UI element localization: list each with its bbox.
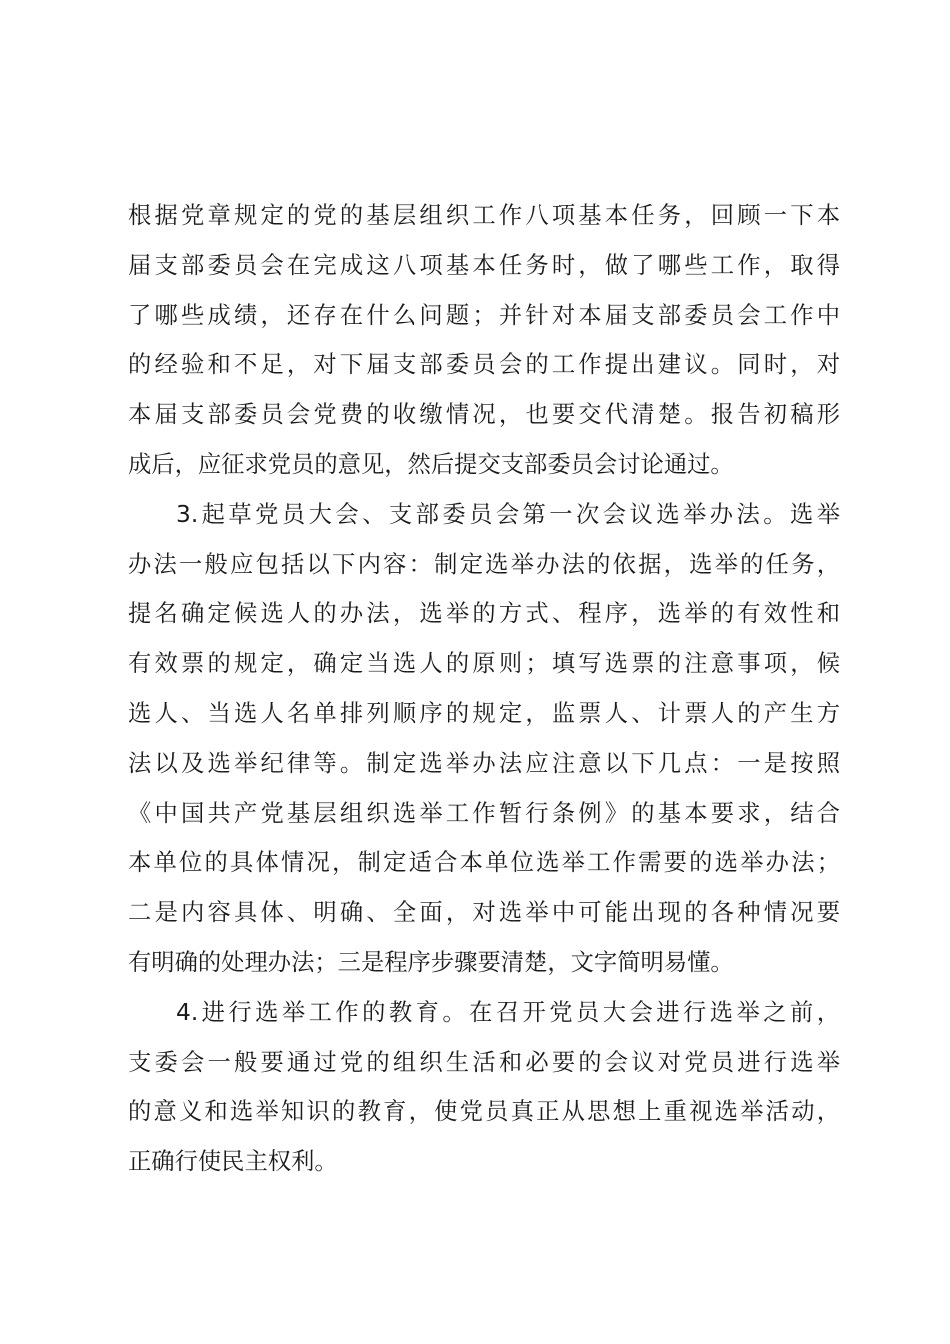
text-line: 的意义和选举知识的教育，使党员真正从思想上重视选举活动，	[128, 1098, 840, 1126]
text-line: 有效票的规定，确定当选人的原则；填写选票的注意事项，候	[128, 650, 840, 678]
text-line: 了哪些成绩，还存在什么问题；并针对本届支部委员会工作中	[128, 301, 840, 329]
text-line: 支委会一般要通过党的组织生活和必要的会议对党员进行选举	[128, 1048, 840, 1076]
text-line: 根据党章规定的党的基层组织工作八项基本任务，回顾一下本	[128, 202, 840, 229]
paragraph-3	[128, 988, 840, 1187]
paragraph-1	[128, 191, 840, 490]
text-line: 3.起草党员大会、支部委员会第一次会议选举办法。选举	[176, 500, 840, 528]
paragraph-2	[128, 490, 840, 988]
text-line: 本届支部委员会党费的收缴情况，也要交代清楚。报告初稿形	[128, 401, 840, 429]
text-line: 提名确定候选人的办法，选举的方式、程序，选举的有效性和	[128, 600, 840, 628]
text-line: 成后，应征求党员的意见，然后提交支部委员会讨论通过。	[128, 450, 734, 478]
text-line: 4.进行选举工作的教育。在召开党员大会进行选举之前，	[176, 998, 840, 1026]
text-line: 届支部委员会在完成这八项基本任务时，做了哪些工作，取得	[128, 251, 840, 279]
document-body	[128, 191, 840, 1187]
text-line: 的经验和不足，对下届支部委员会的工作提出建议。同时，对	[128, 351, 840, 379]
text-line: 本单位的具体情况，制定适合本单位选举工作需要的选举办法；	[128, 849, 840, 877]
text-line: 法以及选举纪律等。制定选举办法应注意以下几点：一是按照	[128, 749, 840, 777]
text-line: 正确行使民主权利。	[128, 1148, 338, 1176]
text-line: 办法一般应包括以下内容：制定选举办法的依据，选举的任务，	[128, 550, 840, 578]
text-line: 有明确的处理办法；三是程序步骤要清楚，文字简明易懂。	[128, 948, 734, 976]
text-line: 《中国共产党基层组织选举工作暂行条例》的基本要求，结合	[128, 799, 840, 827]
text-line: 选人、当选人名单排列顺序的规定，监票人、计票人的产生方	[128, 699, 840, 727]
text-line: 二是内容具体、明确、全面，对选举中可能出现的各种情况要	[128, 899, 840, 927]
